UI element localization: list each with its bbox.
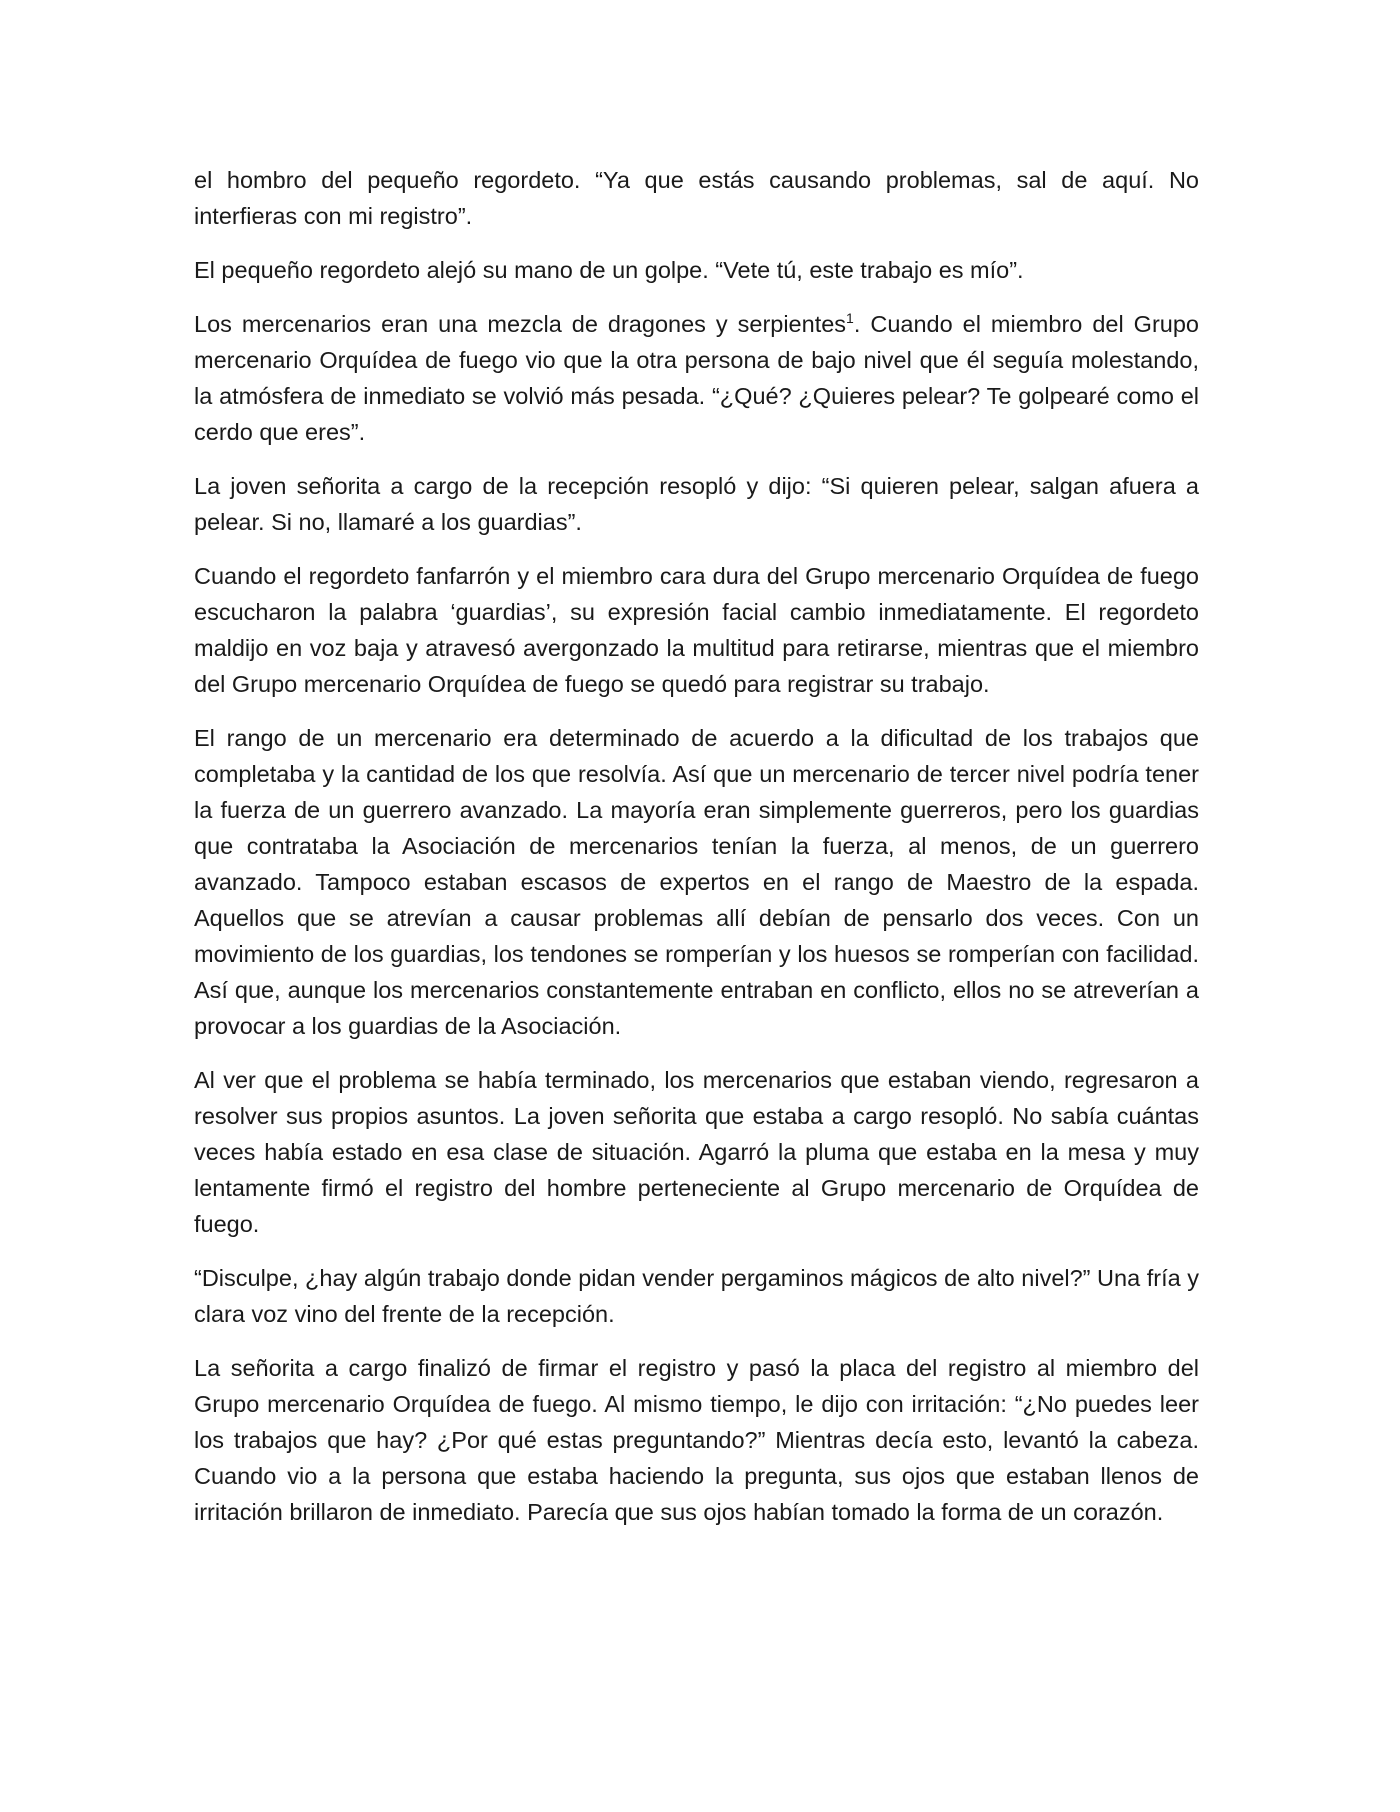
paragraph-3-text-before: Los mercenarios eran una mezcla de dragones y serpientes: [194, 311, 847, 337]
paragraph-8: “Disculpe, ¿hay algún trabajo donde pidan vender pergaminos mágicos de alto nivel?” Una fría y clara voz vino del frente de la recepción.: [194, 1265, 1199, 1327]
paragraph-3-text-after: . Cuando el miembro del Grupo mercenario Orquídea de fuego vio que la otra persona de bajo nivel que él seguía molestando, la atmósfera de inmediato se volvió más pesada. “¿Qué? ¿Quieres pelear? Te golpearé como el cerdo que eres”.: [194, 311, 1199, 445]
paragraph-9: La señorita a cargo finalizó de firmar el registro y pasó la placa del registro al miembro del Grupo mercenario Orquídea de fuego. Al mismo tiempo, le dijo con irritación: “¿No puedes leer los trabajos que hay? ¿Por qué estas preguntando?” Mientras decía esto, levantó la cabeza. Cuando vio a la persona que estaba haciendo la pregunta, sus ojos que estaban llenos de irritación brillaron de inmediato. Parecía que sus ojos habían tomado la forma de un corazón.: [194, 1355, 1199, 1525]
footnote-reference: 1: [846, 310, 854, 327]
paragraph-2: El pequeño regordeto alejó su mano de un golpe. “Vete tú, este trabajo es mío”.: [194, 257, 1024, 283]
paragraph-5: Cuando el regordeto fanfarrón y el miembro cara dura del Grupo mercenario Orquídea de fuego escucharon la palabra ‘guardias’, su expresión facial cambio inmediatamente. El regordeto maldijo en voz baja y atravesó avergonzado la multitud para retirarse, mientras que el miembro del Grupo mercenario Orquídea de fuego se quedó para registrar su trabajo.: [194, 563, 1199, 697]
paragraph-1: el hombro del pequeño regordeto. “Ya que estás causando problemas, sal de aquí. No interfieras con mi registro”.: [194, 167, 1199, 229]
paragraph-3: [194, 306, 1199, 450]
paragraph-6: El rango de un mercenario era determinado de acuerdo a la dificultad de los trabajos que completaba y la cantidad de los que resolvía. Así que un mercenario de tercer nivel podría tener la fuerza de un guerrero avanzado. La mayoría eran simplemente guerreros, pero los guardias que contrataba la Asociación de mercenarios tenían la fuerza, al menos, de un guerrero avanzado. Tampoco estaban escasos de expertos en el rango de Maestro de la espada. Aquellos que se atrevían a causar problemas allí debían de pensarlo dos veces. Con un movimiento de los guardias, los tendones se romperían y los huesos se romperían con facilidad. Así que, aunque los mercenarios constantemente entraban en conflicto, ellos no se atreverían a provocar a los guardias de la Asociación.: [194, 725, 1199, 1039]
paragraph-4: La joven señorita a cargo de la recepción resopló y dijo: “Si quieren pelear, salgan afuera a pelear. Si no, llamaré a los guardias”.: [194, 473, 1199, 535]
paragraph-7: Al ver que el problema se había terminado, los mercenarios que estaban viendo, regresaron a resolver sus propios asuntos. La joven señorita que estaba a cargo resopló. No sabía cuántas veces había estado en esa clase de situación. Agarró la pluma que estaba en la mesa y muy lentamente firmó el registro del hombre perteneciente al Grupo mercenario de Orquídea de fuego.: [194, 1067, 1199, 1237]
document-body: [194, 162, 1199, 1548]
